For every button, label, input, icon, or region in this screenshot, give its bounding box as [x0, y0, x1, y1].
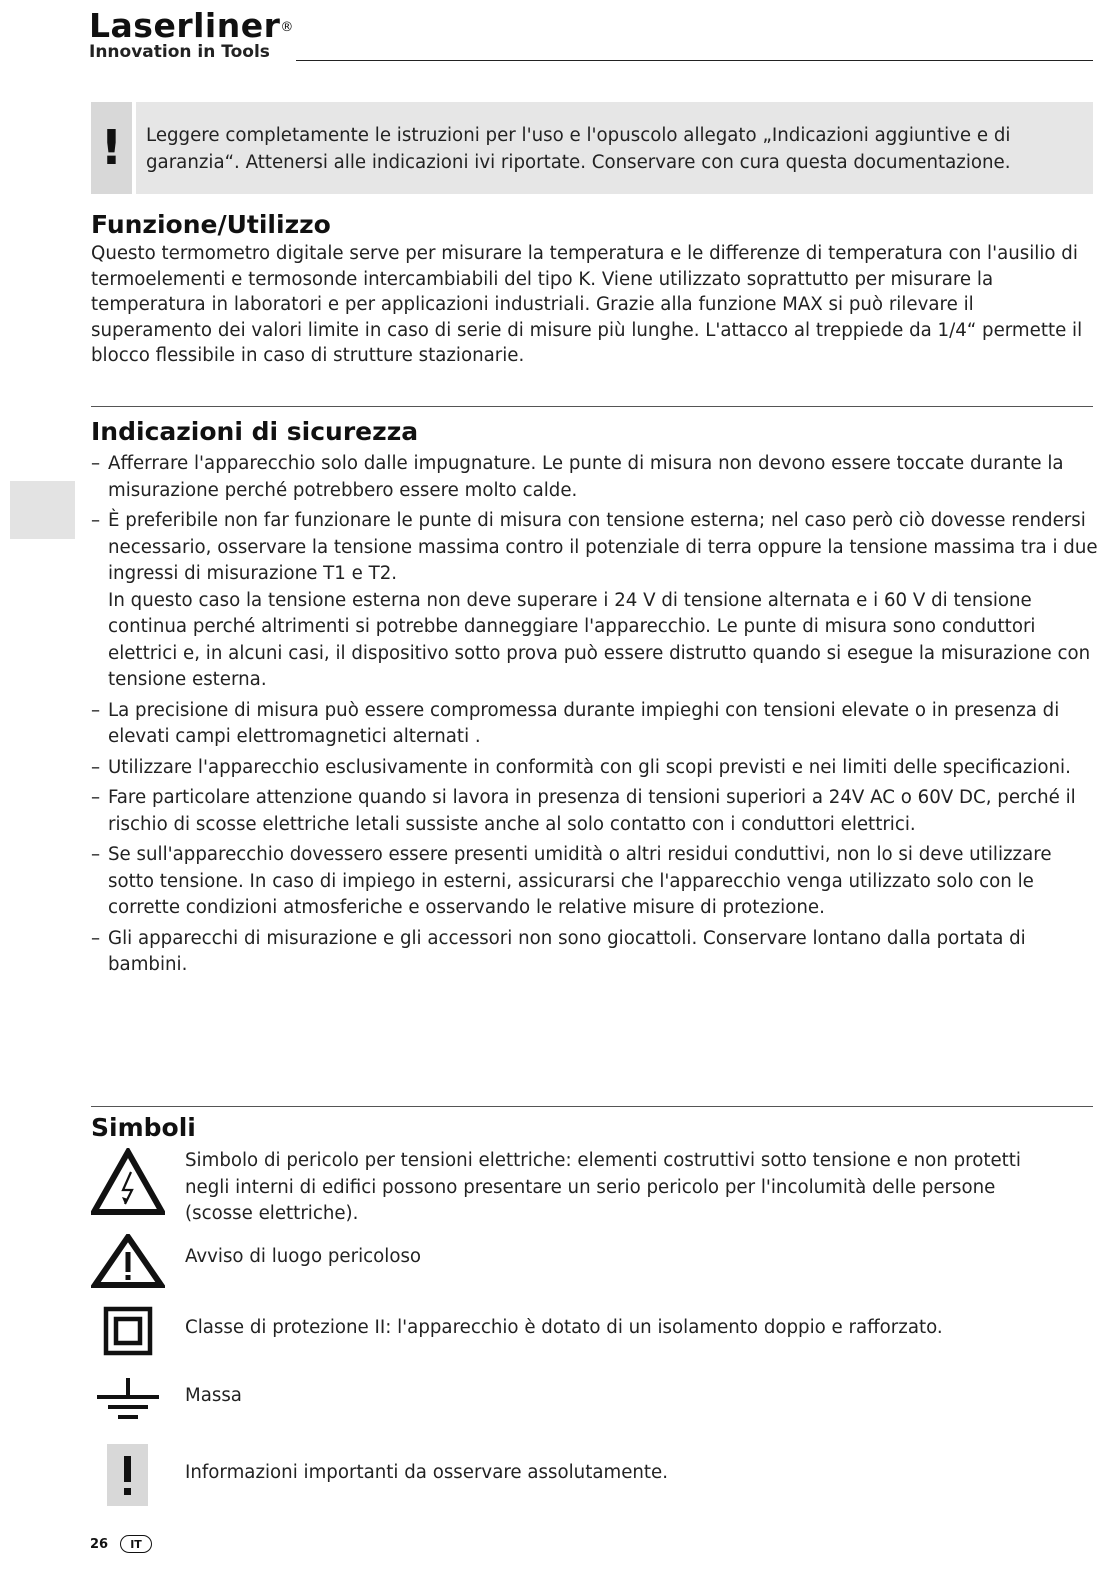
warning-triangle-icon	[91, 1234, 165, 1290]
section-title: Funzione/Utilizzo	[91, 210, 331, 239]
electric-hazard-icon	[91, 1148, 165, 1218]
symbol-row	[91, 1234, 1091, 1294]
exclamation-icon: !	[100, 120, 123, 176]
section-funzione	[91, 210, 1093, 369]
section-sicurezza	[91, 417, 1103, 983]
symbol-description: Classe di protezione II: l'apparecchio è dotato di un isolamento doppio e rafforzato.	[185, 1317, 943, 1338]
symbol-description: Informazioni importanti da osservare assolutamente.	[185, 1462, 669, 1483]
section-title: Indicazioni di sicurezza	[91, 417, 419, 446]
symbol-row	[91, 1306, 1091, 1360]
symbol-description: Massa	[185, 1385, 242, 1406]
warning-box	[91, 102, 1093, 194]
section-simboli-title	[91, 1113, 196, 1142]
exclamation-icon	[107, 1444, 148, 1506]
warning-text: Leggere completamente le istruzioni per l'uso e l'opuscolo allegato „Indicazioni aggiuntive e di garanzia“. Attenersi alle indicazioni ivi riportate. Conservare con cura questa documentazione.	[146, 125, 1011, 173]
list-item: – È preferibile non far funzionare le punte di misura con tensione esterna; nel caso però ciò dovesse rendersi necessario, osservare la tensione massima contro il potenziale di terra oppure la tensione massima tra i due ingressi di misurazione T1 e T2. In questo caso la tensione esterna non deve superare i 24 V di tensione alternata e i 60 V di tensione continua perché altrimenti si potrebbe danneggiare l'apparecchio. Le punte di misura sono conduttori elettrici e, in alcuni casi, il dispositivo sotto prova può essere distrutto quando si esegue la misurazione con tensione esterna.	[91, 508, 1103, 694]
brand-name: Laserliner	[89, 6, 281, 45]
symbol-row	[91, 1148, 1091, 1228]
section-body: Questo termometro digitale serve per misurare la temperatura e le differenze di temperatura con l'ausilio di termoelementi e termosonde intercambiabili del tipo K. Viene utilizzato soprattutto per misurare la temperatura in laboratori e per applicazioni industriali. Grazie alla funzione MAX si può rilevare il superamento dei valori limite in caso di serie di misure più lunghe. L'attacco al treppiede da 1/4“ permette il blocco flessibile in caso di strutture stazionarie.	[91, 243, 1083, 366]
section-divider	[91, 1106, 1093, 1107]
list-item: – La precisione di misura può essere compromessa durante impieghi con tensioni elevate o in presenza di elevati campi elettromagnetici alternati .	[91, 699, 1060, 747]
side-tab	[10, 481, 75, 539]
list-item: – Gli apparecchi di misurazione e gli accessori non sono giocattoli. Conservare lontano dalla portata di bambini.	[91, 927, 1026, 975]
list-item: – Fare particolare attenzione quando si lavora in presenza di tensioni superiori a 24V AC o 60V DC, perché il rischio di scosse elettriche letali sussiste anche al solo contatto con i conduttori elettrici.	[91, 787, 1076, 835]
safety-list	[91, 451, 1103, 979]
page-number: 26	[90, 1537, 109, 1552]
ground-icon	[91, 1378, 165, 1422]
section-title: Simboli	[91, 1113, 196, 1142]
section-divider	[91, 406, 1093, 407]
brand-logo	[89, 8, 294, 62]
list-item-continuation: In questo caso la tensione esterna non deve superare i 24 V di tensione alternata e i 60 V di tensione continua perché altrimenti si potrebbe danneggiare l'apparecchio. Le punte di misura sono conduttori elettrici e, in alcuni casi, il dispositivo sotto prova può essere distrutto quando si esegue la misurazione con tensione esterna.	[108, 589, 1091, 690]
symbol-row	[91, 1378, 1091, 1424]
protection-class-ii-icon	[103, 1306, 153, 1356]
language-badge: IT	[120, 1535, 152, 1553]
brand-tagline: Innovation in Tools	[89, 42, 270, 62]
symbol-description: Simbolo di pericolo per tensioni elettriche: elementi costruttivi sotto tensione e non protetti negli interni di edifici possono presentare un serio pericolo per l'incolumità delle persone (scosse elettriche).	[185, 1150, 1021, 1224]
list-item: – Utilizzare l'apparecchio esclusivamente in conformità con gli scopi previsti e nei limiti delle specificazioni.	[91, 756, 1071, 778]
symbol-description: Avviso di luogo pericoloso	[185, 1246, 422, 1267]
registered-mark: ®	[280, 20, 294, 35]
header-rule	[296, 60, 1093, 61]
list-item: – Afferrare l'apparecchio solo dalle impugnature. Le punte di misura non devono essere toccate durante la misurazione perché potrebbero essere molto calde.	[91, 453, 1064, 501]
list-item: – Se sull'apparecchio dovessero essere presenti umidità o altri residui conduttivi, non lo si deve utilizzare sotto tensione. In caso di impiego in esterni, assicurarsi che l'apparecchio venga utilizzato solo con le corrette condizioni atmosferiche e osservando le relative misure di protezione.	[91, 844, 1052, 918]
symbol-row	[91, 1444, 1091, 1508]
